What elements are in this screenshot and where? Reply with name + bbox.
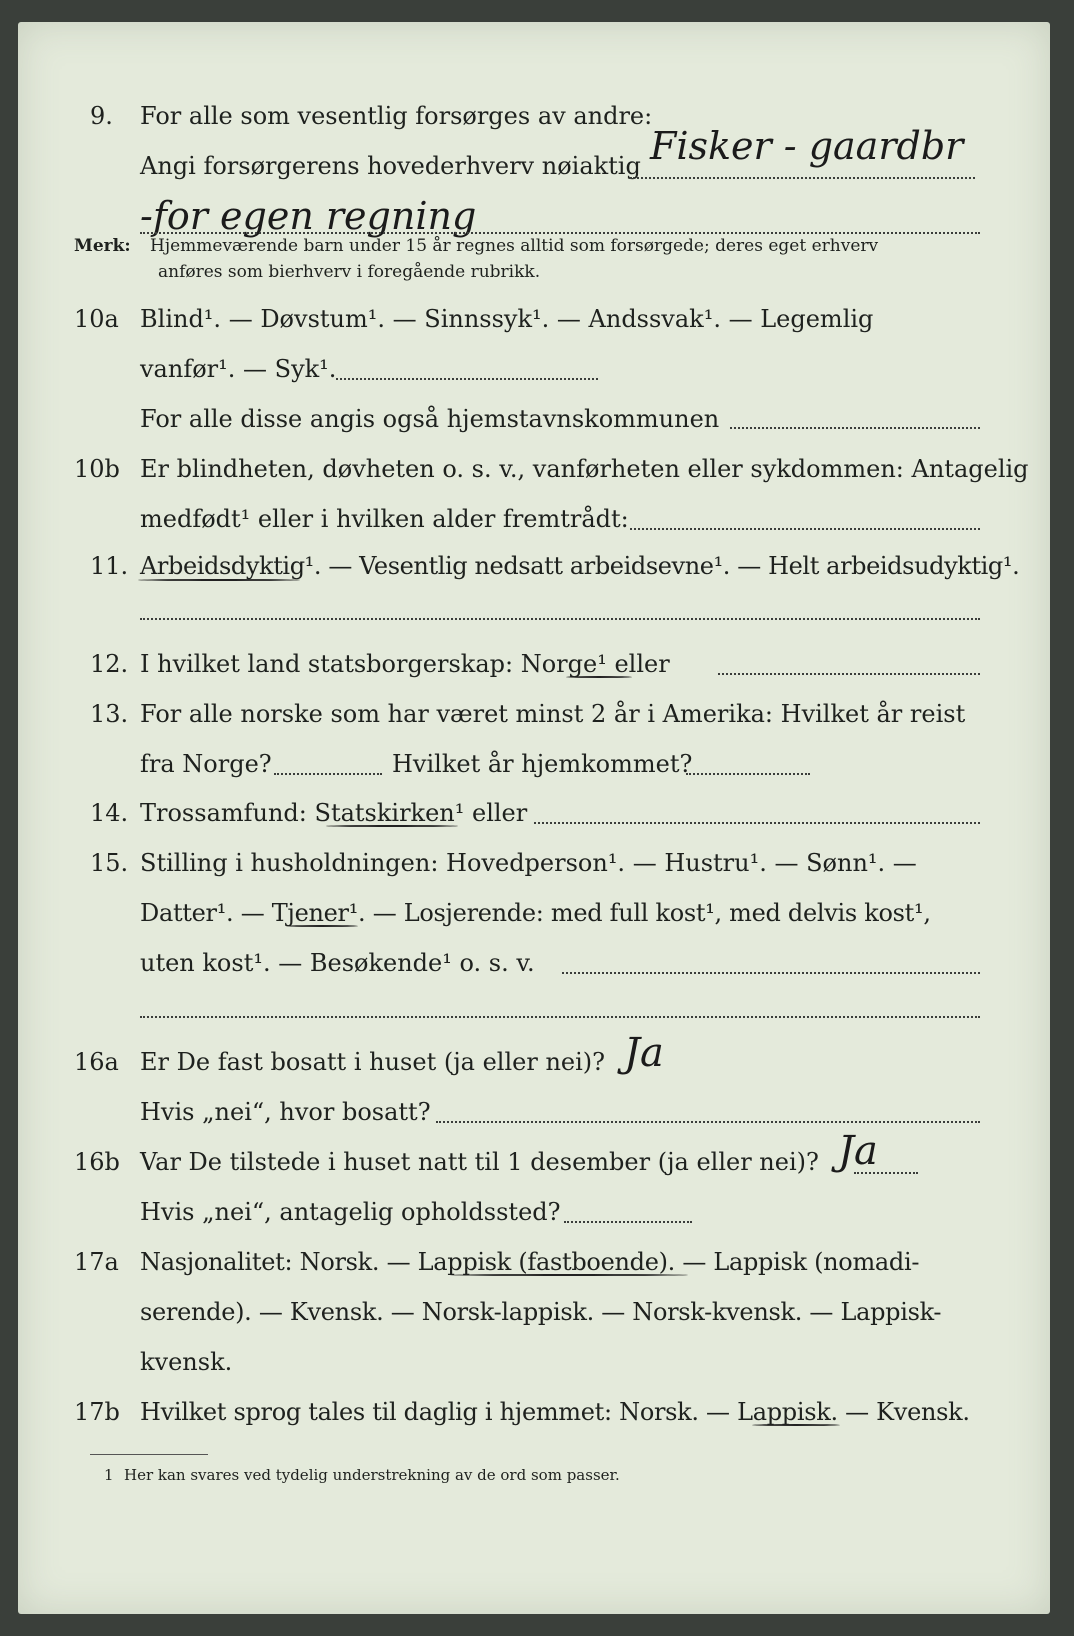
q9-number: 9. [90, 102, 113, 130]
q12-number: 12. [90, 650, 129, 678]
q14-line1: Trossamfund: Statskirken¹ eller [140, 799, 528, 827]
merk-line1: Hjemmeværende barn under 15 år regnes alltid som forsørgede; deres eget erhverv [150, 236, 879, 256]
footnote-mark: 1 [104, 1466, 114, 1484]
q10a-kommune-field[interactable] [730, 427, 980, 429]
q10b-line2: medfødt¹ eller i hvilken alder fremtrådt: [140, 505, 629, 533]
q13-reist-field[interactable] [274, 773, 382, 775]
q9-line2: Angi forsørgerens hovederhverv nøiaktig [140, 152, 641, 180]
census-form-page [18, 22, 1050, 1614]
q15-line1: Stilling i husholdningen: Hovedperson¹. — Hustru¹. — Sønn¹. — [140, 849, 917, 877]
q12-line1: I hvilket land statsborgerskap: Norge¹ eller [140, 650, 670, 678]
q16b-line2: Hvis „nei“, antagelig opholdssted? [140, 1198, 561, 1226]
q10a-number: 10a [74, 305, 119, 333]
q13-number: 13. [90, 700, 129, 728]
q9-answer-line2[interactable] [140, 232, 980, 234]
q12-underline-mark [566, 676, 632, 678]
q14-trossamfund-field[interactable] [534, 822, 980, 824]
q15-underline-mark [286, 925, 358, 927]
q16b-opholdssted-field[interactable] [564, 1221, 692, 1223]
merk-label: Merk: [74, 236, 131, 256]
q16a-line2: Hvis „nei“, hvor bosatt? [140, 1098, 431, 1126]
q15-line2: Datter¹. — Tjener¹. — Losjerende: med full kost¹, med delvis kost¹, [140, 899, 931, 927]
q10a-line3: For alle disse angis også hjemstavnskommunen [140, 405, 720, 433]
q16a-line1: Er De fast bosatt i huset (ja eller nei)? [140, 1048, 606, 1076]
q9-line1: For alle som vesentlig forsørges av andre: [140, 102, 653, 130]
q13-line2b: Hvilket år hjemkommet? [392, 750, 693, 778]
q17a-underline-mark [450, 1274, 688, 1276]
q16b-number: 16b [74, 1148, 120, 1176]
q15-extra-field[interactable] [140, 1016, 980, 1018]
q16b-handwritten-answer: Ja [838, 1128, 878, 1174]
q11-answer-field[interactable] [140, 618, 980, 620]
q17a-line3: kvensk. [140, 1348, 233, 1376]
q13-line2a: fra Norge? [140, 750, 272, 778]
q15-number: 15. [90, 849, 129, 877]
q17a-line2: serende). — Kvensk. — Norsk-lappisk. — Norsk-kvensk. — Lappisk- [140, 1298, 942, 1326]
q16b-tilstede-field[interactable] [854, 1172, 918, 1174]
q10b-line1: Er blindheten, døvheten o. s. v., vanførheten eller sykdommen: Antagelig [140, 455, 1029, 483]
merk-line2: anføres som bierhverv i foregående rubrikk. [158, 262, 541, 282]
q11-number: 11. [90, 552, 129, 580]
q10a-line1: Blind¹. — Døvstum¹. — Sinnssyk¹. — Andssvak¹. — Legemlig [140, 305, 874, 333]
q13-line1: For alle norske som har været minst 2 år i Amerika: Hvilket år reist [140, 700, 966, 728]
q17b-line1: Hvilket sprog tales til daglig i hjemmet: Norsk. — Lappisk. — Kvensk. [140, 1398, 970, 1426]
q14-underline-mark [326, 825, 458, 827]
q9-handwritten-answer1: Fisker - gaardbr [650, 124, 964, 168]
q16a-bosatt-field[interactable] [436, 1121, 980, 1123]
q13-hjemkommet-field[interactable] [686, 773, 810, 775]
q11-line1: Arbeidsdyktig¹. — Vesentlig nedsatt arbeidsevne¹. — Helt arbeidsudyktig¹. [140, 552, 1020, 580]
q17b-underline-mark [752, 1424, 840, 1426]
footnote-rule [90, 1454, 208, 1455]
footnote-text: Her kan svares ved tydelig understrekning av de ord som passer. [124, 1466, 620, 1484]
q14-number: 14. [90, 799, 129, 827]
q9-handwritten-answer2: -for egen regning [140, 194, 477, 238]
q17a-number: 17a [74, 1248, 119, 1276]
q10b-alder-field[interactable] [630, 528, 980, 530]
q16a-handwritten-answer: Ja [624, 1030, 664, 1076]
q15-stilling-field[interactable] [562, 972, 980, 974]
q10a-syk-field[interactable] [336, 378, 598, 380]
q16b-line1: Var De tilstede i huset natt til 1 desember (ja eller nei)? [140, 1148, 819, 1176]
q10b-number: 10b [74, 455, 120, 483]
q11-underline-mark [138, 579, 300, 581]
q10a-line2: vanfør¹. — Syk¹. [140, 355, 337, 383]
q17b-number: 17b [74, 1398, 120, 1426]
q17a-line1: Nasjonalitet: Norsk. — Lappisk (fastboende). — Lappisk (nomadi- [140, 1248, 920, 1276]
q12-land-field[interactable] [718, 673, 980, 675]
q16a-number: 16a [74, 1048, 119, 1076]
q9-answer-line1[interactable] [630, 177, 975, 179]
q15-line3: uten kost¹. — Besøkende¹ o. s. v. [140, 949, 535, 977]
